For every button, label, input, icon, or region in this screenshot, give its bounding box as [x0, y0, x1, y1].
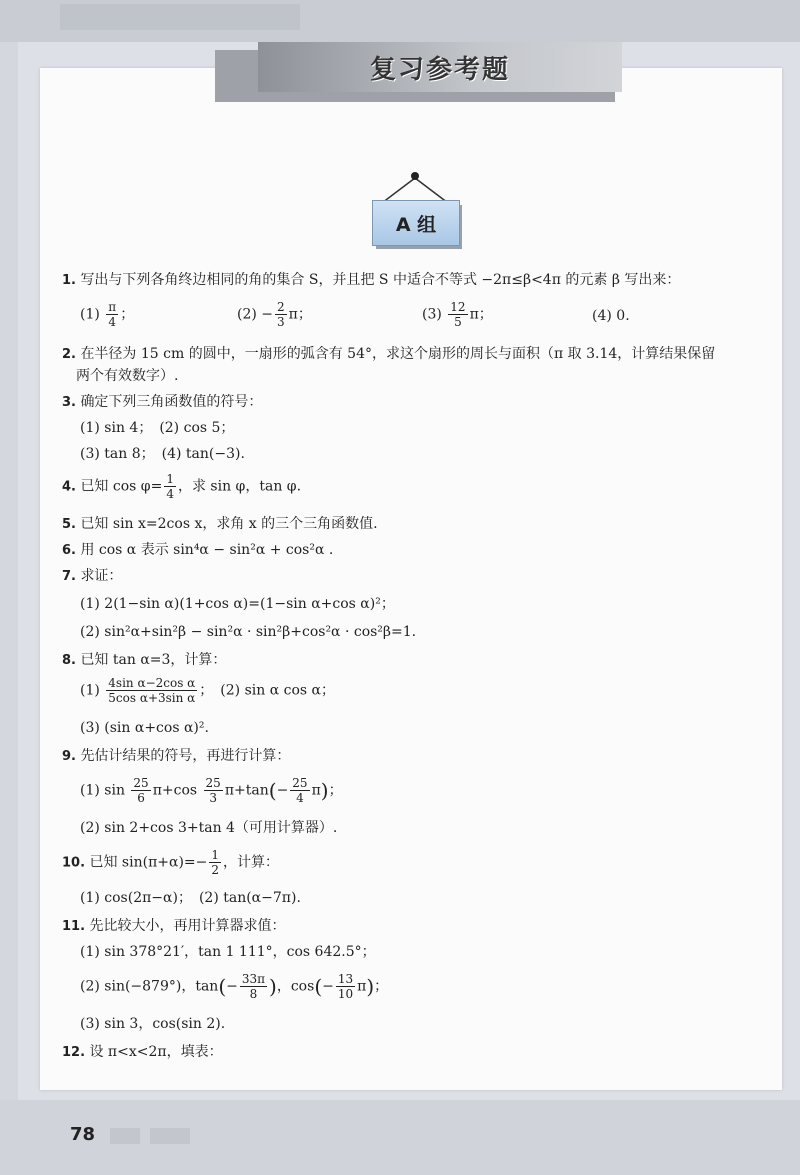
question-8: 8. 已知 tan α=3，计算： — [62, 652, 227, 668]
page-number: 78 — [70, 1124, 96, 1145]
question-11-row-2: (2) sin(−879°)，tan(− $\frac{33\pi}{8}$ )，cos(− $\frac{13}{10}$ π)； — [80, 972, 389, 1001]
question-7: 7. 求证： — [62, 568, 123, 584]
question-1-part-2: (2) − $\frac{2}{3}$ π； — [237, 300, 312, 329]
question-2-line-2: 两个有效数字）. — [76, 368, 179, 384]
question-11-row-3: (3) sin 3，cos(sin 2). — [80, 1016, 226, 1032]
question-4: 4. 已知 cos φ= $\frac{1}{4}$ ，求 sin φ，tan φ. — [62, 472, 302, 501]
page-title: 复习参考题 — [369, 54, 510, 85]
top-decoration — [60, 4, 300, 30]
question-10: 10. 已知 sin(π+α)=− $\frac{1}{2}$ ，计算： — [62, 848, 280, 877]
section-sign — [372, 200, 460, 246]
question-3: 3. 确定下列三角函数值的符号： — [62, 394, 263, 410]
question-7-row-2: (2) sin²α+sin²β − sin²α · sin²β+cos²α · cos²β=1. — [80, 624, 417, 640]
question-3-row-1: (1) sin 4； (2) cos 5； — [80, 420, 235, 436]
bottom-decoration — [110, 1128, 140, 1144]
question-9-row-2: (2) sin 2+cos 3+tan 4（可用计算器）. — [80, 820, 338, 836]
question-1-part-3: (3) $\frac{12}{5}$ π； — [422, 300, 493, 329]
bottom-decoration — [150, 1128, 190, 1144]
question-9-row-1: (1) sin $\frac{25}{6}$ π+cos $\frac{25}{3}$ π+tan(− $\frac{25}{4}$ π)； — [80, 776, 343, 805]
question-7-row-1: (1) 2(1−sin α)(1+cos α)=(1−sin α+cos α)²； — [80, 596, 395, 612]
title-banner — [258, 42, 622, 92]
question-11: 11. 先比较大小，再用计算器求值： — [62, 918, 286, 934]
question-1-part-4: (4) 0. — [592, 308, 630, 324]
section-label: A 组 — [395, 213, 437, 236]
left-margin-strip — [0, 42, 18, 1175]
question-1: 1. 写出与下列各角终边相同的角的集合 S，并且把 S 中适合不等式 −2π≤β<4π 的元素 β 写出来： — [62, 272, 681, 288]
question-11-row-1: (1) sin 378°21′，tan 1 111°，cos 642.5°； — [80, 944, 376, 960]
question-12: 12. 设 π<x<2π，填表： — [62, 1044, 223, 1060]
question-8-row-3: (3) (sin α+cos α)². — [80, 720, 209, 736]
question-3-row-2: (3) tan 8； (4) tan(−3). — [80, 446, 245, 462]
question-10-row-1: (1) cos(2π−α)； (2) tan(α−7π). — [80, 890, 301, 906]
question-6: 6. 用 cos α 表示 sin⁴α − sin²α + cos²α . — [62, 542, 334, 558]
question-2: 2. 在半径为 15 cm 的圆中，一扇形的弧含有 54°，求这个扇形的周长与面积（π 取 3.14，计算结果保留 — [62, 346, 716, 362]
question-1-part-1: (1) $\frac{\pi}{4}$ ； — [80, 300, 135, 329]
question-9: 9. 先估计结果的符号，再进行计算： — [62, 748, 291, 764]
question-5: 5. 已知 sin x=2cos x，求角 x 的三个三角函数值. — [62, 516, 378, 532]
question-8-row-1: (1) $\frac{\text{4sin α−2cos α}}{\text{5cos α+3sin α}}$ ； (2) sin α cos α； — [80, 676, 335, 705]
